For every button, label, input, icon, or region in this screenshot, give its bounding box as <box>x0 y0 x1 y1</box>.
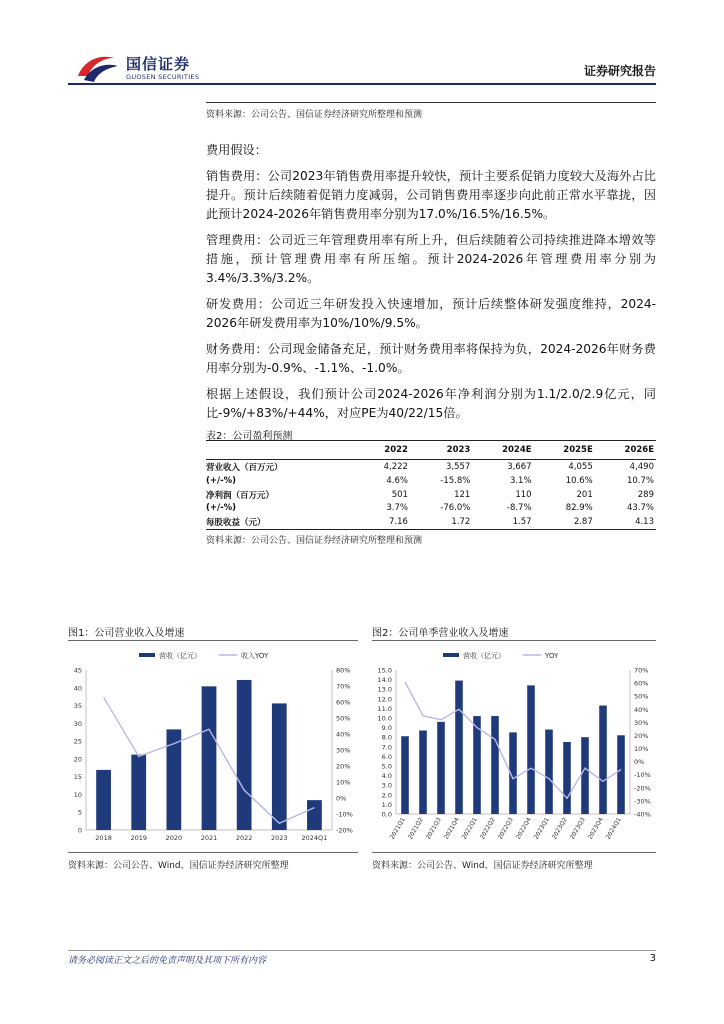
table-cell: 4,055 <box>568 462 593 472</box>
fig2-title: 图2：公司单季营业收入及增速 <box>372 628 509 639</box>
y-tick-label-right: 0% <box>634 758 645 767</box>
table-cell: 3,667 <box>507 462 532 472</box>
x-tick-label: 2024Q1 <box>301 834 328 842</box>
table-title: 表2：公司盈利预测 <box>206 431 293 442</box>
x-tick-label: 2021Q1 <box>388 816 407 841</box>
disclaimer-note: 请务必阅读正文之后的免责声明及其项下所有内容 <box>68 956 267 966</box>
revenue-bar <box>401 736 409 814</box>
table-cell: 121 <box>454 489 471 500</box>
table-cell: 2.87 <box>534 515 595 530</box>
y-tick-label-right: 0% <box>336 794 347 803</box>
revenue-bar <box>237 680 252 830</box>
y-tick-label-right: -30% <box>634 797 651 806</box>
x-tick-label: 2018 <box>95 834 112 842</box>
table-cell: 1.72 <box>410 515 472 530</box>
para-finance: 财务费用：公司现金储备充足，预计财务费用率将保持为负，2024-2026年财务费用率分别为-0.9%、-1.1%、-1.0%。 <box>206 342 656 375</box>
fig2-top-rule <box>372 640 656 641</box>
y-tick-label-left: 10.0 <box>377 714 392 723</box>
y-tick-label-right: 80% <box>336 666 351 675</box>
table-cell: 1.57 <box>472 515 533 530</box>
revenue-bar <box>599 706 607 814</box>
fig1-bottom-rule <box>68 852 358 853</box>
y-tick-label-left: 0 <box>77 826 82 835</box>
page-header <box>0 0 724 90</box>
y-tick-label-right: 40% <box>634 705 649 714</box>
legend-label-bar: 营收（亿元） <box>159 652 201 660</box>
y-tick-label-left: 13.0 <box>377 685 392 694</box>
y-tick-label-left: 9.0 <box>381 724 392 733</box>
para-conclusion: 根据上述假设，我们预计公司2024-2026年净利润分别为1.1/2.0/2.9亿元，同比-9%/+83%/+44%，对应PE为40/22/15倍。 <box>206 387 656 420</box>
x-tick-label: 2020 <box>165 834 183 842</box>
y-tick-label-right: -20% <box>634 784 651 793</box>
y-tick-label-right: 60% <box>634 679 649 688</box>
table-cell: (+/-%) <box>206 475 237 486</box>
x-tick-label: 2022Q3 <box>496 816 515 841</box>
body-text <box>206 141 656 423</box>
logo-text-cn: 国信证券 <box>126 55 191 73</box>
revenue-bar <box>307 800 322 830</box>
fig1-top-rule <box>68 640 358 641</box>
y-tick-label-right: 70% <box>336 682 351 691</box>
revenue-bar <box>272 703 287 830</box>
table-cell: 201 <box>576 489 593 500</box>
table-cell: 289 <box>637 489 654 500</box>
table-cell: 营业收入（百万元） <box>206 463 283 473</box>
para-rd: 研发费用：公司近三年研发投入快速增加，预计后续整体研发强度维持，2024-2026年研发费用率为10%/10%/9.5%。 <box>206 297 656 330</box>
y-tick-label-right: -10% <box>336 810 353 819</box>
x-tick-label: 2022Q4 <box>514 816 533 841</box>
table-source-note: 资料来源：公司公告、国信证券经济研究所整理和预测 <box>206 536 423 546</box>
y-tick-label-left: 20 <box>73 755 82 764</box>
legend-swatch-bar <box>443 653 459 657</box>
table-cell: 净利润（百万元） <box>206 490 275 501</box>
y-tick-label-right: 60% <box>336 698 351 707</box>
y-tick-label-right: 10% <box>634 745 649 754</box>
earnings-forecast-table <box>206 440 656 530</box>
y-tick-label-right: 20% <box>634 731 649 740</box>
table-cell: 43.7% <box>626 503 654 514</box>
top-rule <box>206 102 656 103</box>
x-tick-label: 2023Q4 <box>586 816 605 841</box>
header-divider <box>68 83 656 85</box>
x-tick-label: 2021Q3 <box>424 816 443 841</box>
table-cell: 3.7% <box>386 503 408 514</box>
revenue-bar <box>473 716 481 814</box>
x-tick-label: 2023Q1 <box>532 816 551 841</box>
revenue-bar <box>617 735 625 814</box>
fig1-chart <box>68 646 358 846</box>
y-tick-label-left: 5 <box>77 808 82 817</box>
y-tick-label-right: -20% <box>336 826 353 835</box>
x-tick-label: 2023Q2 <box>550 816 569 841</box>
table-header-cell: 2024E <box>472 441 533 460</box>
fig2-chart <box>372 646 656 846</box>
y-tick-label-right: 10% <box>336 778 351 787</box>
legend-swatch-bar <box>139 653 155 657</box>
revenue-bar <box>166 729 181 830</box>
x-tick-label: 2021Q2 <box>406 816 425 841</box>
y-tick-label-left: 35 <box>73 702 82 711</box>
revenue-bar <box>419 730 427 814</box>
table-header-cell: 2026E <box>595 441 656 460</box>
table-cell: 10.6% <box>565 475 593 486</box>
table-cell: 3.1% <box>509 475 532 486</box>
x-tick-label: 2021Q4 <box>442 816 461 841</box>
top-source-note: 资料来源：公司公告、国信证券经济研究所整理和预测 <box>206 110 423 120</box>
table-header-cell: 2022 <box>359 441 410 460</box>
table-cell: 82.9% <box>565 503 593 514</box>
table-cell: -76.0% <box>440 503 471 514</box>
footer-divider <box>68 950 656 951</box>
logo-text-en: GUOSEN SECURITIES <box>126 73 200 81</box>
y-tick-label-left: 45 <box>73 666 82 675</box>
y-tick-label-left: 15 <box>73 773 82 782</box>
y-tick-label-left: 2.0 <box>381 791 392 800</box>
table-row <box>206 502 656 516</box>
y-tick-label-right: 50% <box>336 714 351 723</box>
table-row <box>206 474 656 488</box>
x-tick-label: 2024Q1 <box>604 816 623 841</box>
para-selling: 销售费用：公司2023年销售费用率提升较快，预计主要系促销力度较大及海外占比提升。预计后续随着促销力度减弱，公司销售费用率逐步向此前正常水平靠拢，因此预计2024-2026年销售费用率分别为17.0%/16.5%/16.5%。 <box>206 169 656 221</box>
fig2-bottom-rule <box>372 852 656 853</box>
legend-label-line: YOY <box>545 652 559 660</box>
x-tick-label: 2022Q1 <box>460 816 479 841</box>
y-tick-label-left: 6.0 <box>381 752 392 761</box>
table-cell: 每股收益（元） <box>206 515 359 530</box>
y-tick-label-left: 8.0 <box>381 733 392 742</box>
fig1-title: 图1：公司营业收入及增速 <box>68 628 185 639</box>
y-tick-label-left: 40 <box>73 684 82 693</box>
y-tick-label-right: 70% <box>634 666 649 675</box>
y-tick-label-left: 4.0 <box>381 772 392 781</box>
table-cell: 3,557 <box>446 462 471 472</box>
table-cell: 4,490 <box>629 462 654 472</box>
para-admin: 管理费用：公司近三年管理费用率有所上升，但后续随着公司持续推进降本增效等措施，预计管理费用率有所压缩。预计2024-2026年管理费用率分别为3.4%/3.3%/3.2%。 <box>206 233 656 285</box>
x-tick-label: 2021 <box>200 834 218 842</box>
fig2-source: 资料来源：公司公告、Wind、国信证券经济研究所整理 <box>372 861 593 871</box>
y-tick-label-right: -10% <box>634 771 651 780</box>
table-header-cell <box>206 441 359 460</box>
table-header-cell: 2025E <box>534 441 595 460</box>
legend-label-bar: 营收（亿元） <box>463 652 505 660</box>
y-tick-label-left: 30 <box>73 719 82 728</box>
y-tick-label-left: 1.0 <box>381 800 392 809</box>
revenue-bar <box>581 737 589 814</box>
page-number: 3 <box>649 953 656 964</box>
y-tick-label-left: 3.0 <box>381 781 392 790</box>
y-tick-label-left: 5.0 <box>381 762 392 771</box>
table-cell: 10.7% <box>626 475 654 486</box>
table-row <box>206 460 656 475</box>
x-tick-label: 2023 <box>271 834 288 842</box>
y-tick-label-left: 10 <box>73 790 82 799</box>
legend-label-line: 收入YOY <box>241 652 269 660</box>
y-tick-label-left: 25 <box>73 737 82 746</box>
table-cell: -15.8% <box>440 475 471 486</box>
y-tick-label-right: 30% <box>336 746 351 755</box>
revenue-bar <box>437 722 445 814</box>
company-logo <box>74 50 204 86</box>
y-tick-label-left: 15.0 <box>377 666 392 675</box>
x-tick-label: 2023Q3 <box>568 816 587 841</box>
y-tick-label-right: 50% <box>634 692 649 701</box>
x-tick-label: 2022 <box>235 834 253 842</box>
revenue-bar <box>455 681 463 814</box>
y-tick-label-left: 12.0 <box>377 695 392 704</box>
table-cell: 4.13 <box>595 515 656 530</box>
y-tick-label-right: 30% <box>634 718 649 727</box>
revenue-bar <box>131 755 146 830</box>
table-row <box>206 515 656 530</box>
y-tick-label-left: 0.0 <box>381 810 392 819</box>
x-tick-label: 2022Q2 <box>478 816 497 841</box>
table-cell: 501 <box>391 489 408 500</box>
y-tick-label-right: -40% <box>634 810 651 819</box>
revenue-bar <box>527 685 535 814</box>
table-header-cell: 2023 <box>410 441 472 460</box>
y-tick-label-right: 40% <box>336 730 351 739</box>
revenue-bar <box>563 742 571 814</box>
report-type: 证券研究报告 <box>583 64 656 78</box>
table-cell: 4,222 <box>383 462 408 472</box>
revenue-bar <box>96 770 111 830</box>
y-tick-label-left: 7.0 <box>381 743 392 752</box>
table-cell: 110 <box>515 489 532 500</box>
table-cell: 7.16 <box>359 515 410 530</box>
guosen-logo-icon <box>74 50 122 86</box>
table-header-row <box>206 441 656 460</box>
y-tick-label-left: 11.0 <box>377 704 392 713</box>
fig1-source: 资料来源：公司公告、Wind、国信证券经济研究所整理 <box>68 861 289 871</box>
table-cell: (+/-%) <box>206 503 237 514</box>
revenue-bar <box>491 716 499 814</box>
expense-heading: 费用假设： <box>206 143 267 157</box>
table-cell: -8.7% <box>506 503 532 514</box>
y-tick-label-right: 20% <box>336 762 351 771</box>
revenue-bar <box>202 686 217 830</box>
x-tick-label: 2019 <box>130 834 147 842</box>
table-cell: 4.6% <box>386 475 408 486</box>
table-row <box>206 488 656 502</box>
revenue-bar <box>545 730 553 814</box>
y-tick-label-left: 14.0 <box>377 676 392 685</box>
